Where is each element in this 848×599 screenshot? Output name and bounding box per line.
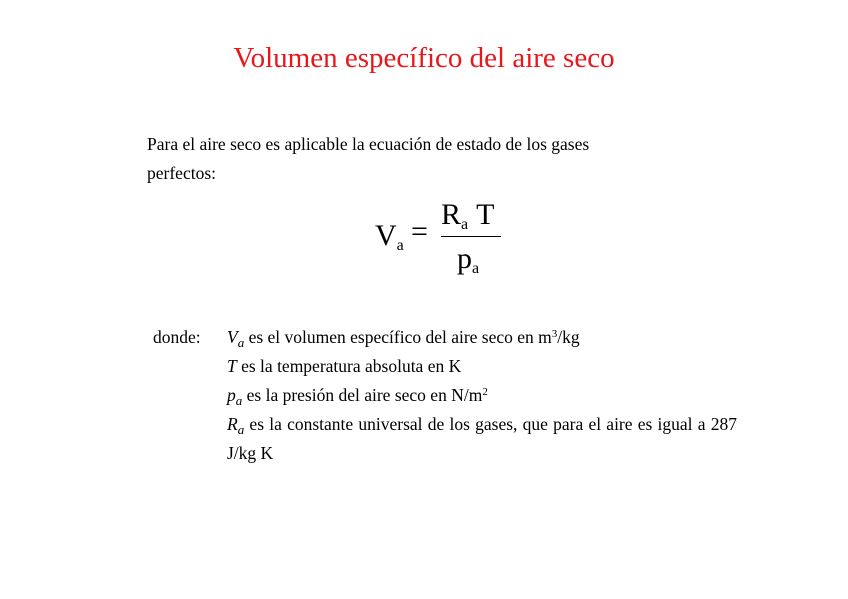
specific-volume-formula: [375, 196, 510, 286]
intro-line-1: Para el aire seco es aplicable la ecuación de estado de los gases: [147, 134, 590, 154]
definition-symbol-letter: V: [227, 327, 238, 347]
formula-denominator: [457, 242, 479, 276]
formula-denominator-symbol: p: [457, 242, 472, 275]
definition-item-ra: [227, 410, 737, 468]
formula-lhs-subscript: a: [396, 237, 404, 254]
definition-text: es la constante universal de los gases, que para el aire es igual a 287 J/kg K: [227, 414, 737, 463]
definition-superscript: 3: [551, 328, 558, 340]
definition-symbol-letter: p: [227, 385, 236, 405]
intro-line-2: perfectos:: [147, 163, 216, 183]
formula-numerator-symbol: R: [441, 198, 462, 231]
definition-symbol-subscript: a: [235, 393, 243, 408]
formula-lhs: [375, 219, 404, 253]
definition-item-t: [227, 352, 737, 381]
formula-lhs-symbol: V: [375, 219, 397, 252]
fraction-bar: [441, 236, 501, 237]
definitions-label: donde:: [153, 327, 201, 347]
definition-symbol: [227, 385, 243, 408]
definition-text: es la temperatura absoluta en K: [236, 356, 462, 376]
definition-text: es el volumen específico del aire seco en m: [244, 327, 552, 347]
definition-symbol: [227, 356, 237, 376]
definition-symbol-subscript: a: [237, 335, 245, 350]
definition-symbol: [227, 414, 245, 437]
formula-numerator: [441, 198, 494, 232]
formula-denominator-subscript: a: [472, 260, 480, 277]
definition-symbol-letter: T: [227, 356, 237, 376]
definition-text: es la presión del aire seco en N/m: [242, 385, 483, 405]
definition-item-pa: [227, 381, 737, 410]
definition-superscript: 2: [482, 386, 488, 398]
page-title: Volumen específico del aire seco: [233, 42, 615, 74]
formula-equals-sign: =: [411, 215, 428, 248]
definition-symbol: [227, 327, 245, 350]
definition-tail: /kg: [557, 327, 580, 347]
intro-paragraph: [147, 130, 707, 188]
definition-item-va: [227, 323, 737, 352]
formula-numerator-symbol-2: T: [476, 198, 495, 231]
formula-numerator-subscript: a: [461, 216, 469, 233]
definitions-list: [227, 323, 737, 468]
definition-symbol-subscript: a: [237, 422, 245, 437]
definition-symbol-letter: R: [227, 414, 238, 434]
